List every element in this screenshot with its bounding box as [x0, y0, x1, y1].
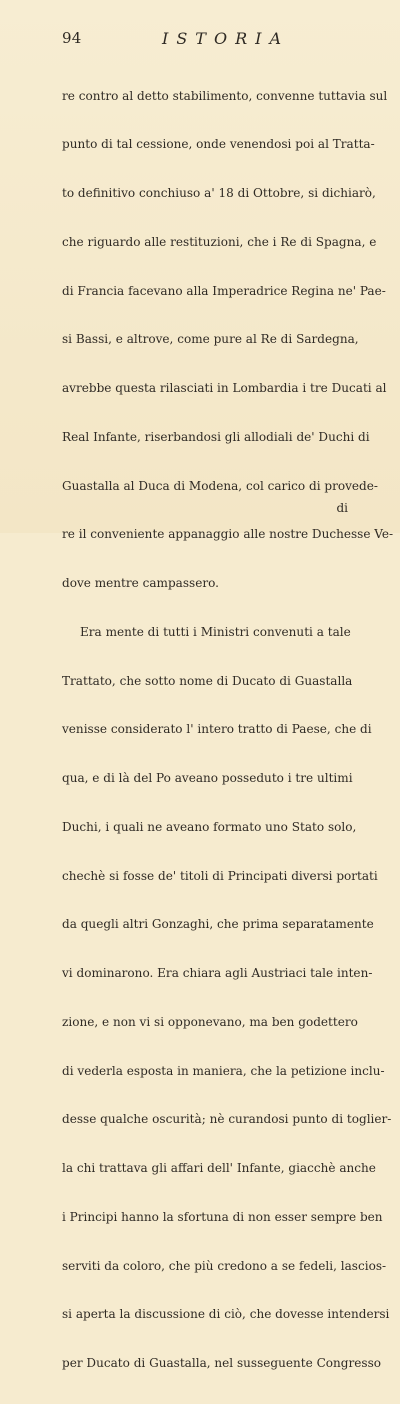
text-line: Real Infante, riserbandosi gli allodiali de' Duchi di	[62, 429, 370, 444]
text-line: chechè si fosse de' titoli di Principati diversi portati	[62, 868, 378, 883]
text-line: dove mentre campassero.	[62, 576, 219, 590]
text-line: re contro al detto stabilimento, convenne tuttavia sul	[62, 88, 388, 103]
text-line: Era mente di tutti i Ministri convenuti a tale	[80, 624, 351, 639]
text-line: punto di tal cessione, onde venendosi poi al Tratta-	[62, 137, 375, 152]
text-line: che riguardo alle restituzioni, che i Re di Spagna, e	[62, 234, 377, 249]
text-line: si aperta la discussione di ciò, che dovesse intendersi	[62, 1307, 390, 1322]
catchword: di	[336, 501, 348, 515]
text-line: desse qualche oscurità; nè curandosi punto di toglier-	[62, 1112, 392, 1127]
text-line: i Principi hanno la sfortuna di non esser sempre ben	[62, 1209, 383, 1224]
text-line: per Ducato di Guastalla, nel susseguente Congresso	[62, 1356, 382, 1370]
text-line: avrebbe questa rilasciati in Lombardia i tre Ducati al	[62, 381, 387, 395]
text-line: Trattato, che sotto nome di Ducato di Guastalla	[62, 673, 353, 688]
text-line: re il conveniente appanaggio alle nostre Duchesse Ve-	[62, 527, 394, 542]
text-line: Guastalla al Duca di Modena, col carico di provede-	[62, 478, 378, 493]
text-line: si Bassi, e altrove, come pure al Re di Sardegna,	[62, 332, 359, 347]
text-line: to definitivo conchiuso a' 18 di Ottobre, si dichiarò,	[62, 186, 376, 200]
text-line: serviti da coloro, che più credono a se fedeli, lascios-	[62, 1258, 387, 1273]
body-text	[62, 55, 394, 1404]
text-line: Duchi, i quali ne aveano formato uno Stato solo,	[62, 819, 357, 834]
running-head: ISTORIA	[162, 29, 289, 48]
text-line: qua, e di là del Po aveano posseduto i tre ultimi	[62, 771, 353, 785]
text-line: di Francia facevano alla Imperadrice Regina ne' Pae-	[62, 283, 386, 298]
page-number: 94	[62, 29, 82, 47]
text-line: vi dominarono. Era chiara agli Austriaci tale inten-	[62, 966, 373, 980]
text-line: zione, e non vi si opponevano, ma ben godettero	[62, 1014, 358, 1029]
page-header	[62, 29, 351, 49]
text-line: venisse considerato l' intero tratto di Paese, che di	[62, 722, 372, 737]
text-line: la chi trattava gli affari dell' Infante, giacchè anche	[62, 1161, 376, 1175]
text-line: da quegli altri Gonzaghi, che prima separatamente	[62, 917, 374, 932]
text-line: di vederla esposta in maniera, che la petizione inclu-	[62, 1063, 385, 1078]
